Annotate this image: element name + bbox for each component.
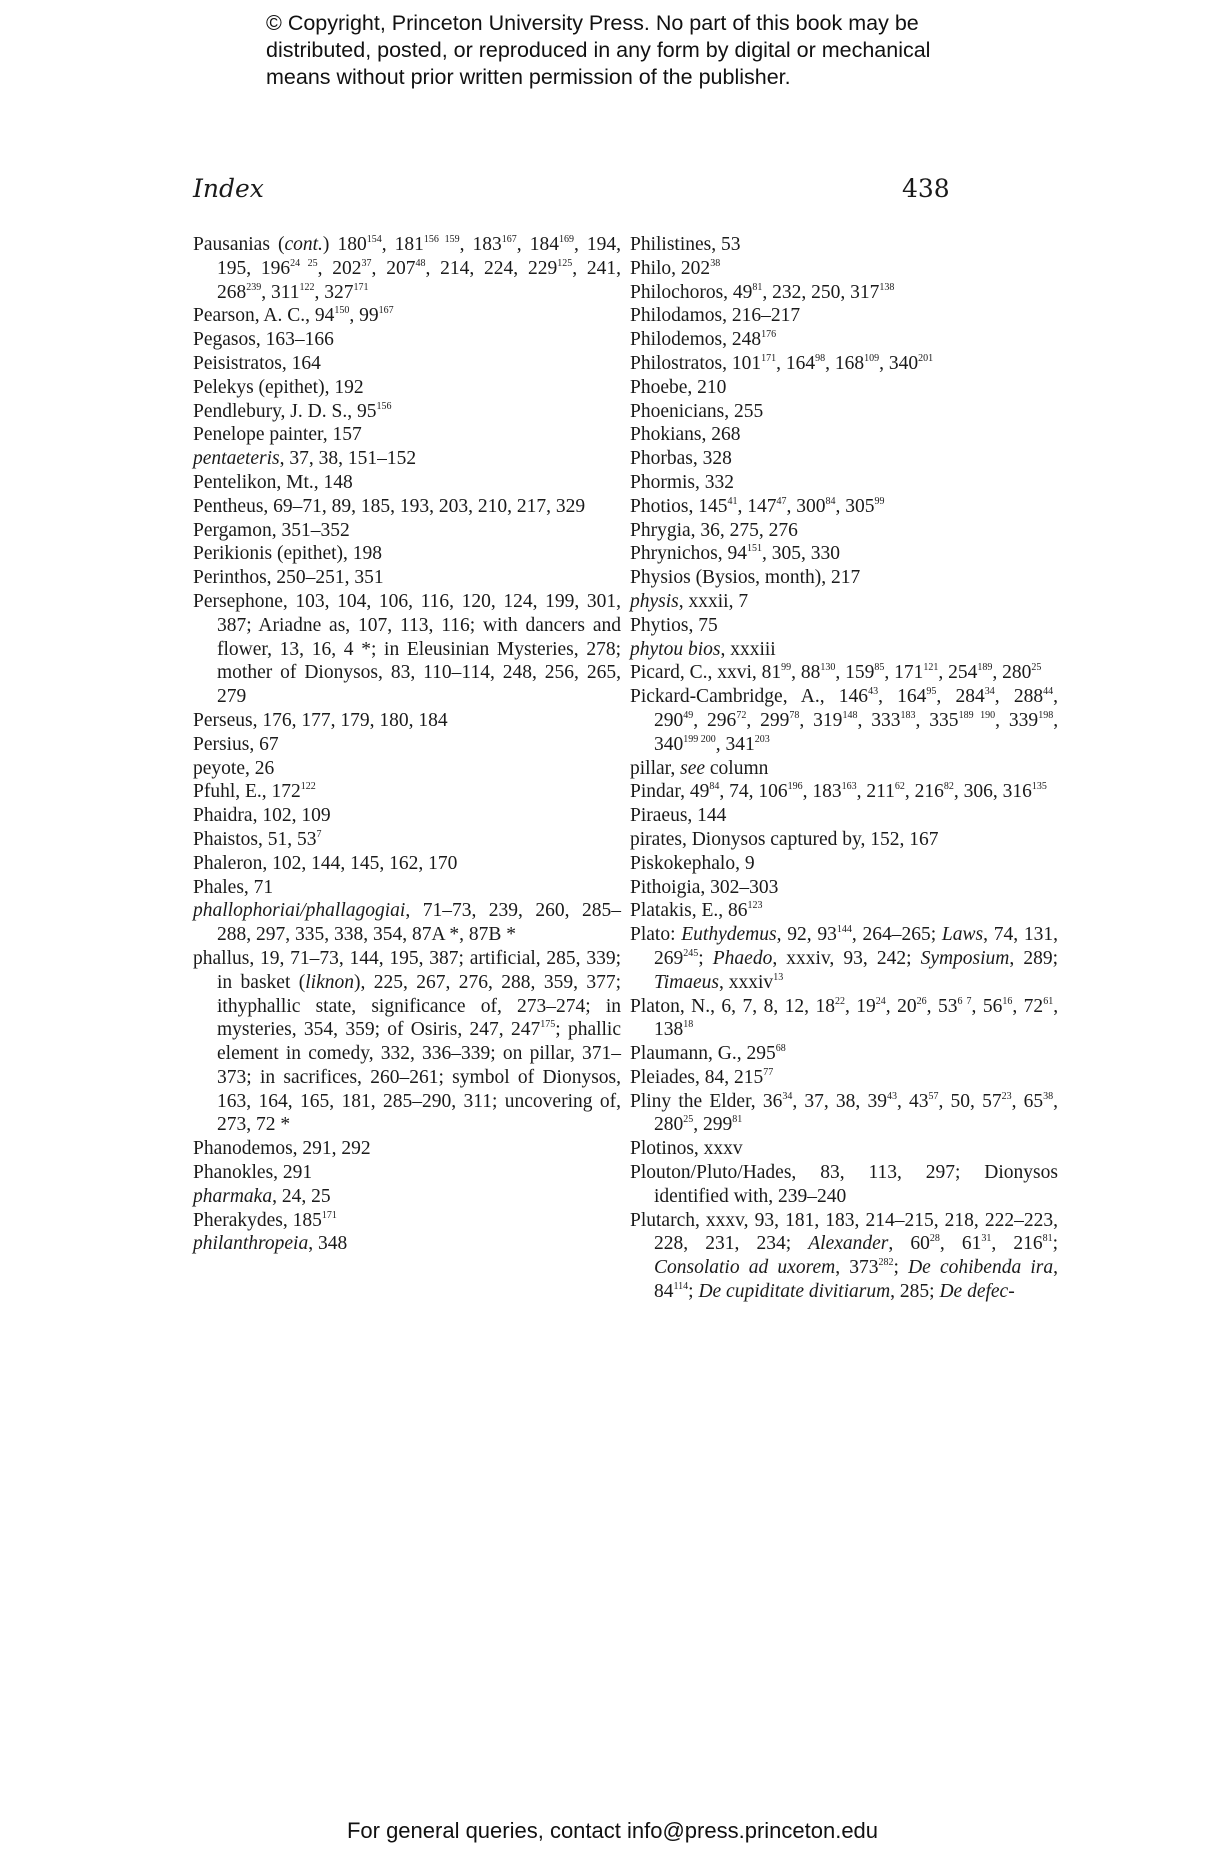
index-entry: Perikionis (epithet), 198: [193, 543, 383, 565]
index-entry: Pliny the Elder, $36^{34}$, 37, 38, $39^{43}$, $43^{57}$, 50, $57^{23}$, $65^{38}$, $280^{25}$, $299^{81}$: [630, 1090, 1059, 1136]
index-entry: Pickard-Cambridge, A., $146^{43}$, $164^{95}$, $284^{34}$, $288^{44}$, $290^{49}$, $296^{72}$, $299^{78}$, $319^{148}$, $333^{183}$, $335^{189 190}$, $339^{198}$, $340^{199 200}$, $341^{203}$: [630, 686, 1059, 755]
index-entry: Phormis, 332: [630, 471, 735, 493]
index-entry: pharmaka, 24, 25: [193, 1185, 331, 1207]
index-entry: Platakis, E., $86^{123}$: [630, 900, 763, 922]
index-entry: Pearson, A. C., $94^{150}$, $99^{167}$: [193, 305, 394, 327]
index-entry: Pergamon, 351–352: [193, 519, 350, 541]
index-entry: Phrynichos, $94^{151}$, 305, 330: [630, 543, 840, 565]
index-entry: Pindar, $49^{84}$, 74, $106^{196}$, $183^{163}$, $211^{62}$, $216^{82}$, 306, $316^{135}$: [630, 781, 1047, 803]
index-entry: Pausanias (cont.) $180^{154}$, $181^{156 159}$, $183^{167}$, $184^{169}$, 194, 195, $196^{24 25}$, $202^{37}$, $207^{48}$, 214, 224, $229^{125}$, 241, $268^{239}$, $311^{122}$, $327^{171}$: [193, 234, 622, 303]
index-entry: Plato: Euthydemus, 92, $93^{144}$, 264–265; Laws, 74, 131, $269^{245}$; Phaedo, xxxiv, 93, 242; Symposium, 289; Timaeus, xxxiv$^{13}$: [630, 924, 1059, 993]
index-entry: pillar, see column: [630, 757, 769, 779]
index-column-right: [630, 233, 1058, 1304]
index-entry: Philostratos, $101^{171}$, $164^{98}$, $168^{109}$, $340^{201}$: [630, 352, 934, 374]
index-entry: Pfuhl, E., $172^{122}$: [193, 781, 316, 803]
index-entry: Platon, N., 6, 7, 8, 12, $18^{22}$, $19^{24}$, $20^{26}$, $53^{6 7}$, $56^{16}$, $72^{61}$, $138^{18}$: [630, 995, 1059, 1041]
index-entry: Pelekys (epithet), 192: [193, 376, 364, 398]
index-entry: Perseus, 176, 177, 179, 180, 184: [193, 709, 448, 731]
index-entry: Philodemos, $248^{176}$: [630, 329, 777, 351]
index-entry: Philistines, 53: [630, 234, 741, 255]
page-number: 438: [902, 174, 950, 203]
copyright-line: © Copyright, Princeton University Press. No part of this book may be: [266, 11, 919, 35]
index-column-left: [193, 233, 621, 1256]
index-entry: phallophoriai/phallagogiai, 71–73, 239, 260, 285–288, 297, 335, 338, 354, 87A *, 87B *: [193, 900, 621, 946]
index-entry: Phokians, 268: [630, 424, 741, 446]
index-entry: Penelope painter, 157: [193, 424, 362, 446]
index-entry: Phoenicians, 255: [630, 400, 764, 422]
index-entry: Persius, 67: [193, 733, 279, 755]
index-entry: Pithoigia, 302–303: [630, 876, 779, 898]
index-entry: phallus, 19, 71–73, 144, 195, 387; artificial, 285, 339; in basket (liknon), 225, 267, 276, 288, 359, 377; ithyphallic state, significance of, 273–274; in mysteries, 354, 359; of Osiris, 247, $247^{175}$; phallic element in comedy, 332, 336–339; on pillar, 371–373; in sacrifices, 260–261; symbol of Dionysos, 163, 164, 165, 181, 285–290, 311; uncovering of, 273, 72 *: [193, 947, 622, 1136]
index-entry: Philochoros, $49^{81}$, 232, 250, $317^{138}$: [630, 281, 895, 303]
index-entry: Phytios, 75: [630, 614, 718, 636]
index-entry: Phanokles, 291: [193, 1162, 313, 1184]
index-entry: peyote, 26: [193, 757, 275, 779]
index-entry: Peisistratos, 164: [193, 352, 321, 374]
index-entry: Perinthos, 250–251, 351: [193, 567, 384, 589]
index-entry: Plutarch, xxxv, 93, 181, 183, 214–215, 218, 222–223, 228, 231, 234; Alexander, $60^{28}$, $61^{31}$, $216^{81}$; Consolatio ad uxorem, $373^{282}$; De cohibenda ira, $84^{114}$; De cupiditate divitiarum, 285; De defec-: [630, 1209, 1059, 1303]
index-entry: Pegasos, 163–166: [193, 329, 334, 351]
index-entry: Plotinos, xxxv: [630, 1138, 743, 1160]
index-entry: Phaleron, 102, 144, 145, 162, 170: [193, 852, 458, 874]
footer-contact: For general queries, contact info@press.princeton.edu: [346, 1818, 879, 1843]
index-entry: Persephone, 103, 104, 106, 116, 120, 124, 199, 301, 387; Ariadne as, 107, 113, 116; with dancers and flower, 13, 16, 4 *; in Eleusinian Mysteries, 278; mother of Dionysos, 83, 110–114, 248, 256, 265, 279: [193, 590, 621, 708]
index-entry: Physios (Bysios, month), 217: [630, 567, 861, 589]
index-entry: Plouton/Pluto/Hades, 83, 113, 297; Dionysos identified with, 239–240: [630, 1162, 1058, 1207]
index-entry: pirates, Dionysos captured by, 152, 167: [630, 828, 939, 850]
index-entry: physis, xxxii, 7: [630, 590, 749, 612]
index-entry: Phorbas, 328: [630, 448, 732, 470]
index-entry: philanthropeia, 348: [193, 1233, 348, 1255]
index-entry: Piskokephalo, 9: [630, 852, 755, 874]
index-entry: Photios, $145^{41}$, $147^{47}$, $300^{84}$, $305^{99}$: [630, 495, 885, 517]
copyright-line: distributed, posted, or reproduced in any form by digital or mechanical: [266, 38, 931, 62]
index-entry: Pleiades, 84, $215^{77}$: [630, 1066, 774, 1088]
index-entry: Phanodemos, 291, 292: [193, 1138, 371, 1160]
index-entry: Plaumann, G., $295^{68}$: [630, 1043, 786, 1065]
index-entry: Pentelikon, Mt., 148: [193, 471, 353, 493]
index-entry: Phaidra, 102, 109: [193, 805, 331, 827]
copyright-notice: [266, 10, 986, 91]
copyright-line: means without prior written permission of the publisher.: [266, 65, 791, 89]
index-entry: phytou bios, xxxiii: [630, 638, 776, 660]
index-entry: Phaistos, 51, $53^7$: [193, 828, 322, 850]
index-entry: Pendlebury, J. D. S., $95^{156}$: [193, 400, 392, 422]
index-entry: pentaeteris, 37, 38, 151–152: [193, 448, 417, 470]
index-entry: Pherakydes, $185^{171}$: [193, 1209, 337, 1231]
index-entry: Philodamos, 216–217: [630, 305, 801, 327]
running-head-title: Index: [193, 174, 264, 203]
index-entry: Philo, $202^{38}$: [630, 257, 721, 279]
index-entry: Phoebe, 210: [630, 376, 727, 398]
index-entry: Phrygia, 36, 275, 276: [630, 519, 798, 541]
index-entry: Phales, 71: [193, 876, 274, 898]
index-entry: Picard, C., xxvi, $81^{99}$, $88^{130}$, $159^{85}$, $171^{121}$, $254^{189}$, $280^{25}$: [630, 662, 1042, 684]
index-entry: Pentheus, 69–71, 89, 185, 193, 203, 210, 217, 329: [193, 495, 586, 517]
index-entry: Piraeus, 144: [630, 805, 727, 827]
